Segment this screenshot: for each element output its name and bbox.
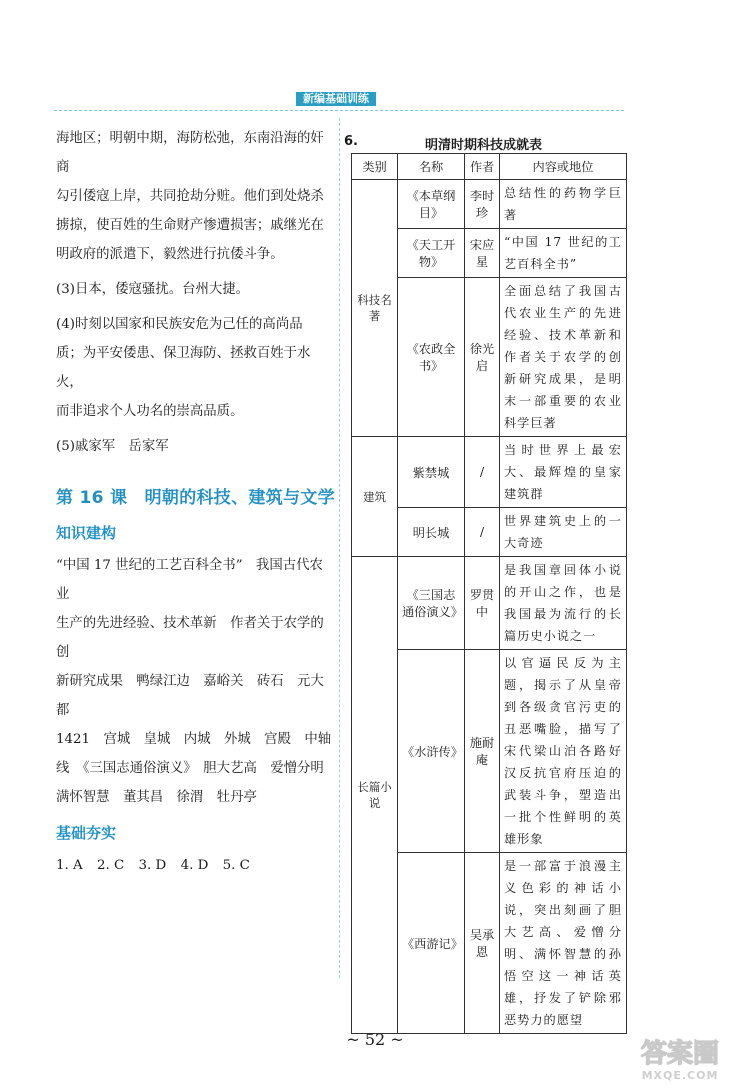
name-cell: 明长城 [398, 508, 465, 557]
name-cell: 《本草纲目》 [398, 180, 465, 229]
knowledge-line: 线 《三国志通俗演义》 胆大艺高 爱憎分明 [56, 761, 324, 776]
section-heading-practice: 基础夯实 [56, 824, 117, 842]
name-cell: 《西游记》 [398, 853, 465, 1034]
column-divider [339, 118, 340, 978]
page-number: ~ 52 ~ [346, 1030, 404, 1049]
knowledge-line: 1421 宫城 皇城 内城 外城 宫殿 中轴 [56, 732, 332, 747]
author-cell: 施耐庵 [465, 650, 500, 853]
intro-line: 掳掠，使百姓的生命财产惨遭损害；戚继光在 [56, 218, 324, 233]
desc-cell: “中国 17 世纪的工艺百科全书” [500, 229, 627, 278]
desc-cell: 总结性的药物学巨著 [500, 180, 627, 229]
desc-cell: 全面总结了我国古代农业生产的先进经验、技术革新和作者关于农学的创新研究成果，是明末一部重要的农业科学巨著 [500, 278, 627, 437]
name-cell: 《天工开物》 [398, 229, 465, 278]
watermark-text: 答案圈 [640, 1039, 720, 1069]
category-cell: 建筑 [352, 437, 398, 557]
category-cell: 长篇小说 [352, 557, 398, 1034]
answer-item-3: (3)日本，倭寇骚扰。台州大捷。 [56, 282, 250, 297]
answer: 4. D [180, 858, 209, 873]
desc-cell: 是一部富于浪漫主义色彩的神话小说，突出刻画了胆大艺高、爱憎分明、满怀智慧的孙悟空这一神话英雄，抒发了铲除邪恶势力的愿望 [500, 853, 627, 1034]
answer-item-4-line: 而非追求个人功名的崇高品质。 [56, 404, 244, 419]
table-title: 明清时期科技成就表 [425, 138, 543, 153]
desc-cell: 当时世界上最宏大、最辉煌的皇家建筑群 [500, 437, 627, 508]
watermark-url: MXQE.COM [641, 1069, 719, 1082]
name-cell: 《水浒传》 [398, 650, 465, 853]
table-header-row [352, 154, 627, 180]
table-row [352, 180, 627, 229]
author-cell: 李时珍 [465, 180, 500, 229]
answer: 2. C [96, 858, 125, 873]
desc-cell: 以官逼民反为主题，揭示了从皇帝到各级贪官污吏的丑恶嘴脸，描写了宋代梁山泊各路好汉反抗官府压迫的武装斗争，塑造出一批个性鲜明的英雄形象 [500, 650, 627, 853]
intro-line: 明政府的派遣下，毅然进行抗倭斗争。 [56, 247, 284, 262]
left-column [56, 124, 336, 880]
author-cell: / [465, 437, 500, 508]
watermark-logo [618, 1032, 742, 1082]
book-series-title: 新编基础训练 [296, 92, 376, 106]
intro-line: 海地区；明朝中期，海防松弛，东南沿海的奸商 [56, 131, 324, 175]
header-author: 作者 [465, 154, 500, 180]
answer: 1. A [56, 858, 83, 873]
desc-cell: 是我国章回体小说的开山之作，也是我国最为流行的长篇历史小说之一 [500, 557, 627, 650]
author-cell: 宋应星 [465, 229, 500, 278]
header-name: 名称 [398, 154, 465, 180]
knowledge-line: “中国 17 世纪的工艺百科全书” 我国古代农业 [56, 558, 323, 602]
header-desc: 内容或地位 [500, 154, 627, 180]
knowledge-line: 生产的先进经验、技术革新 作者关于农学的创 [56, 616, 324, 660]
table-row [352, 437, 627, 508]
answer: 5. C [222, 858, 250, 873]
answer: 3. D [138, 858, 167, 873]
answer-key [56, 851, 336, 880]
name-cell: 《三国志通俗演义》 [398, 557, 465, 650]
name-cell: 紫禁城 [398, 437, 465, 508]
category-cell: 科技名著 [352, 180, 398, 437]
table-row [352, 557, 627, 650]
answer-item-5: (5)戚家军 岳家军 [56, 439, 169, 454]
answer-item-4-line: (4)时刻以国家和民族安危为己任的高尚品 [56, 317, 303, 332]
header-divider [54, 110, 624, 111]
achievements-table [351, 153, 627, 1034]
knowledge-line: 满怀智慧 董其昌 徐渭 牡丹亭 [56, 790, 257, 805]
section-heading-knowledge: 知识建构 [56, 524, 117, 542]
desc-cell: 世界建筑史上的一大奇迹 [500, 508, 627, 557]
author-cell: 吴承恩 [465, 853, 500, 1034]
intro-line: 勾引倭寇上岸，共同抢劫分赃。他们到处烧杀 [56, 189, 324, 204]
knowledge-line: 新研究成果 鸭绿江边 嘉峪关 砖石 元大都 [56, 674, 324, 718]
question-number: 6. [344, 134, 358, 149]
author-cell: 罗贯中 [465, 557, 500, 650]
header-category: 类别 [352, 154, 398, 180]
author-cell: 徐光启 [465, 278, 500, 437]
lesson-title: 第 16 课 明朝的科技、建筑与文学 [56, 488, 335, 508]
answer-item-4-line: 质；为平安倭患、保卫海防、拯救百姓于水火， [56, 346, 311, 390]
author-cell: / [465, 508, 500, 557]
name-cell: 《农政全书》 [398, 278, 465, 437]
